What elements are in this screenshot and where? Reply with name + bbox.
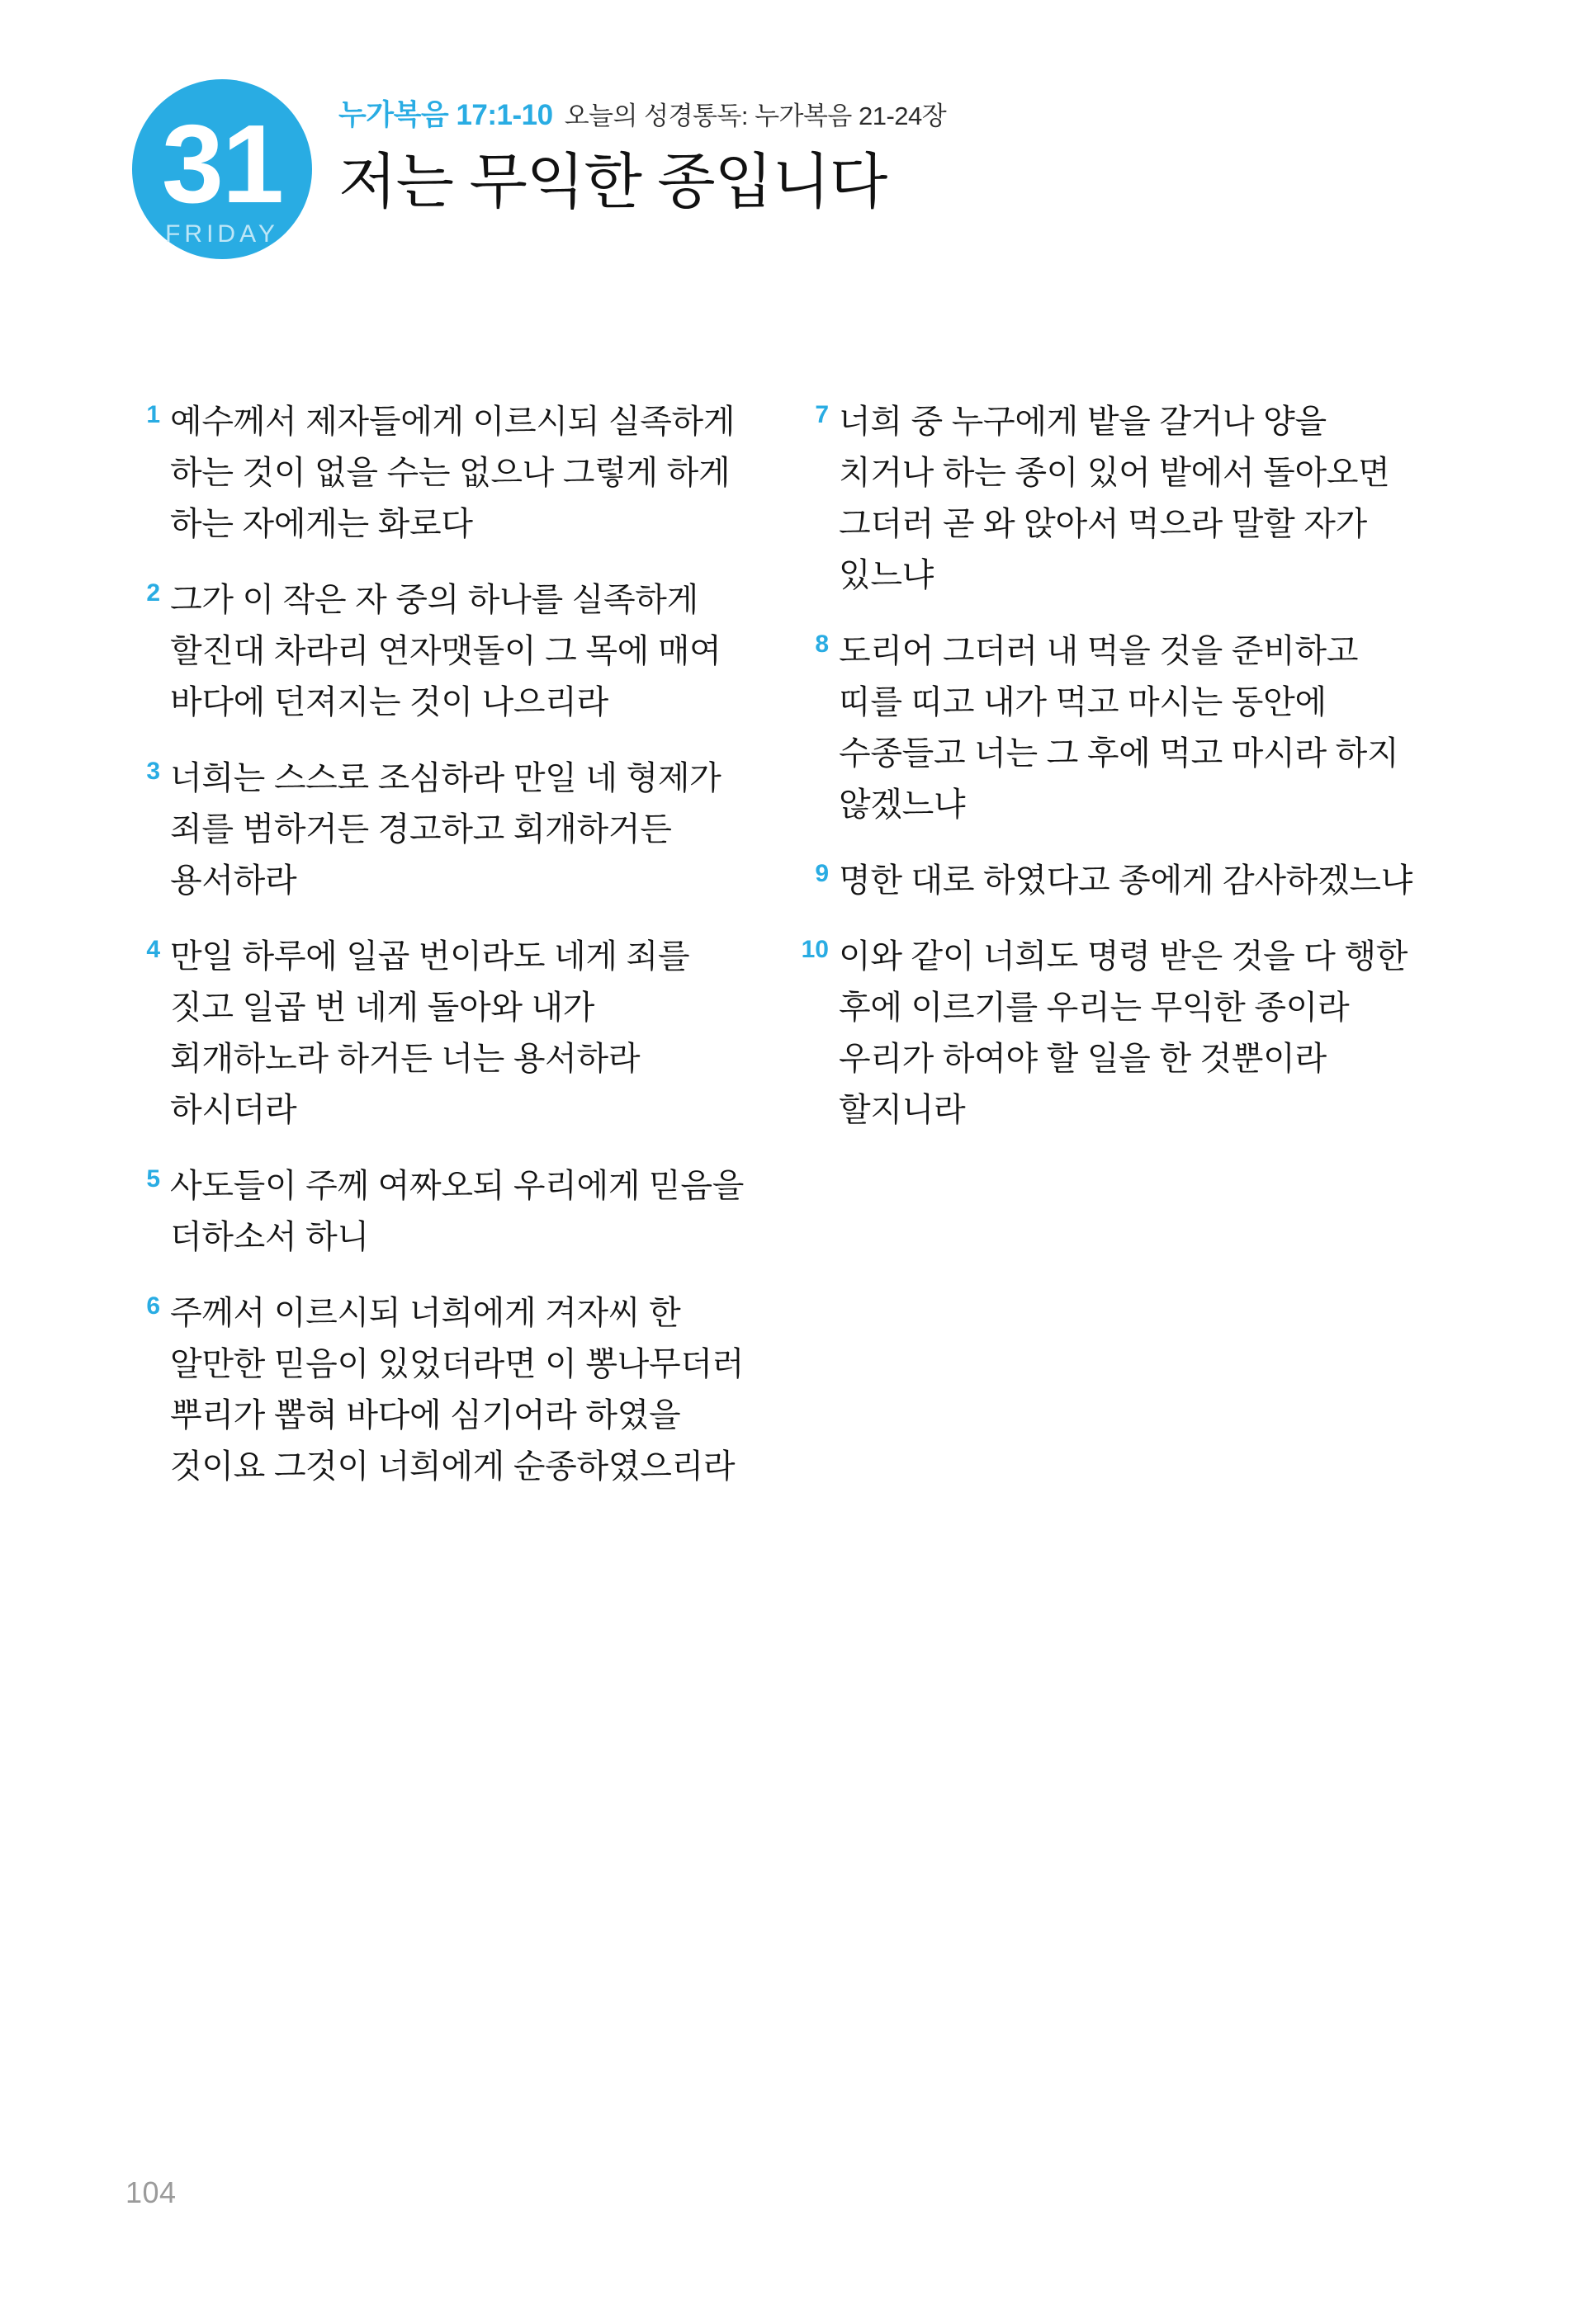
verse-text: 도리어 그더러 내 먹을 것을 준비하고 띠를 띠고 내가 먹고 마시는 동안에 수종들고 너는 그 후에 먹고 마시라 하지 않겠느냐 <box>839 633 1399 823</box>
day-name: FRIDAY <box>165 220 279 248</box>
verse-number: 6 <box>146 1292 160 1320</box>
page-title: 저는 무익한 종입니다 <box>338 149 887 215</box>
verse-number: 1 <box>146 401 160 428</box>
verse-item <box>124 931 751 1136</box>
day-number: 31 <box>161 102 283 226</box>
verse-item <box>124 753 751 906</box>
column-right <box>792 396 1420 1160</box>
verse-number: 7 <box>815 401 829 428</box>
verse-item <box>792 396 1420 601</box>
verse-text: 너희는 스스로 조심하라 만일 네 형제가 죄를 범하거든 경고하고 회개하거든 용서하라 <box>170 760 722 899</box>
verse-text: 만일 하루에 일곱 번이라도 네게 죄를 짓고 일곱 번 네게 돌아와 내가 회개하노라 하거든 너는 용서하라 하시더라 <box>170 938 690 1128</box>
verse-number: 3 <box>146 758 160 785</box>
verse-text: 예수께서 제자들에게 이르시되 실족하게 하는 것이 없을 수는 없으나 그렇게 하게 하는 자에게는 화로다 <box>170 404 736 542</box>
verse-item <box>124 1287 751 1492</box>
verse-number: 9 <box>815 860 829 887</box>
verse-text: 그가 이 작은 자 중의 하나를 실족하게 할진대 차라리 연자맷돌이 그 목에 매여 바다에 던져지는 것이 나으리라 <box>170 582 722 720</box>
verse-item <box>792 626 1420 830</box>
reading-plan: 오늘의 성경통독: 누가복음 21-24장 <box>564 102 947 130</box>
reference-line <box>338 97 1445 139</box>
verse-number: 8 <box>815 631 829 658</box>
verse-item <box>792 855 1420 906</box>
verse-number: 2 <box>146 579 160 607</box>
verse-text: 이와 같이 너희도 명령 받은 것을 다 행한 후에 이르기를 우리는 무익한 종이라 우리가 하여야 할 일을 한 것뿐이라 할지니라 <box>839 938 1408 1128</box>
verse-text: 사도들이 주께 여짜오되 우리에게 믿음을 더하소서 하니 <box>170 1168 745 1255</box>
verse-text: 너희 중 누구에게 밭을 갈거나 양을 치거나 하는 종이 있어 밭에서 돌아오면 그더러 곧 와 앉아서 먹으라 말할 자가 있느냐 <box>839 404 1390 593</box>
verse-number: 4 <box>146 936 160 963</box>
scripture-reference: 누가복음 17:1-10 <box>338 99 553 131</box>
column-left <box>124 396 751 1517</box>
page-number: 104 <box>125 2175 177 2209</box>
verse-item <box>124 396 751 550</box>
verse-text: 명한 대로 하였다고 종에게 감사하겠느냐 <box>839 862 1413 899</box>
verse-number: 5 <box>146 1165 160 1193</box>
header-text-block <box>338 97 1445 220</box>
verse-number: 10 <box>801 936 829 963</box>
verse-item <box>124 1160 751 1263</box>
verse-text: 주께서 이르시되 너희에게 겨자씨 한 알만한 믿음이 있었더라면 이 뽕나무더러 뿌리가 뽑혀 바다에 심기어라 하였을 것이요 그것이 너희에게 순종하였으리라 <box>170 1295 745 1485</box>
verse-item <box>124 574 751 728</box>
page-header <box>124 79 1461 269</box>
verse-item <box>792 931 1420 1136</box>
date-badge <box>132 79 312 259</box>
